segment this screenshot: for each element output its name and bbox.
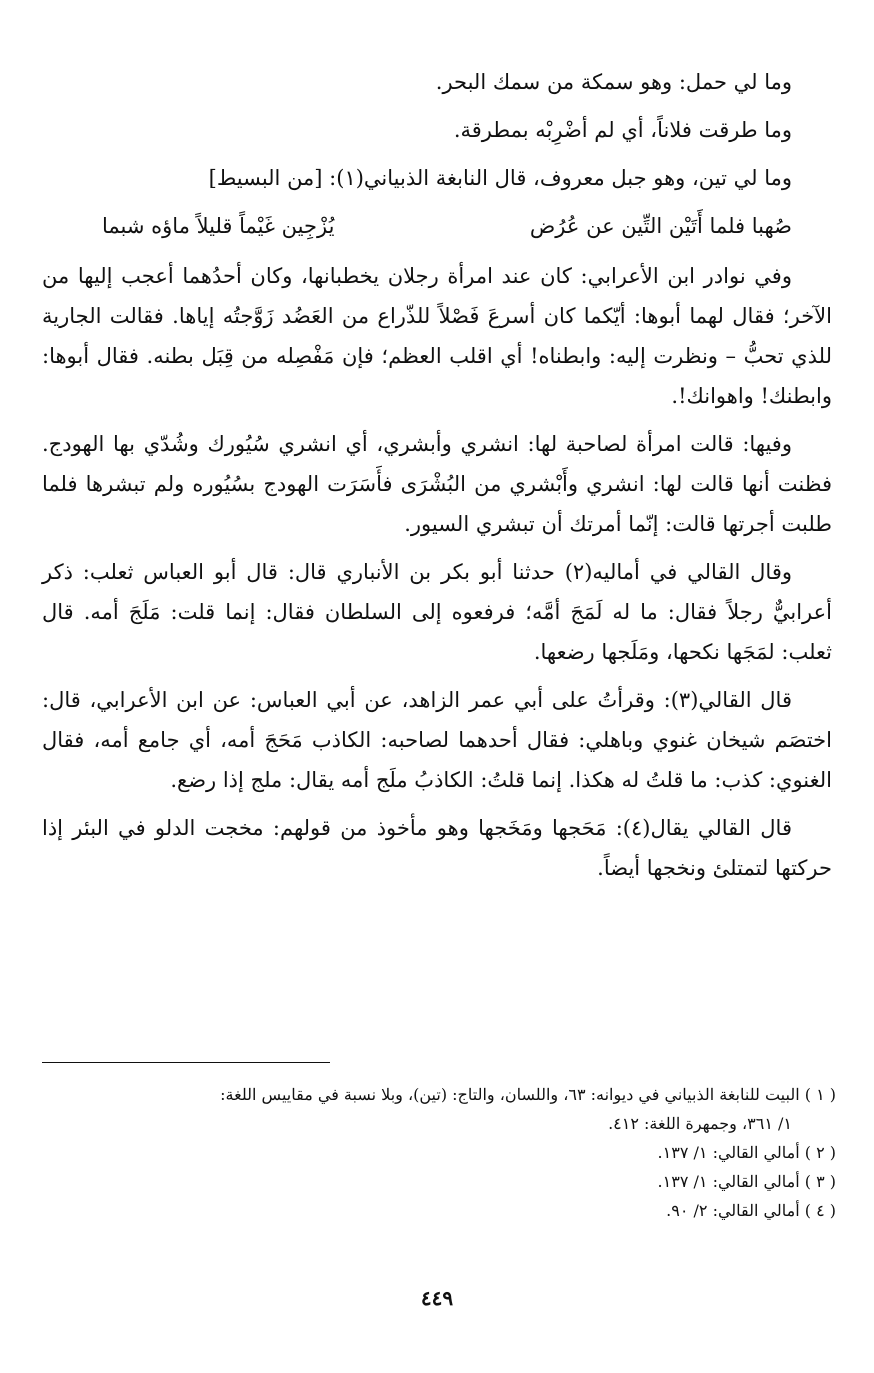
footnote-divider xyxy=(42,1062,330,1063)
footnote-2 xyxy=(40,1138,836,1167)
footnote-1-continuation: ١/ ٣٦١، وجمهرة اللغة: ٤١٢. xyxy=(608,1114,792,1133)
footnote-number: ( ١ ) xyxy=(804,1085,836,1104)
footnote-4 xyxy=(40,1196,836,1225)
paragraph-qali-amali: وقال القالي في أماليه(٢) حدثنا أبو بكر بن الأنباري قال: قال أبو العباس ثعلب: ذكر أعرابيٌّ رجلاً فقال: ما له لَمَجَ أمَّه؛ فرفعوه إلى السلطان فقال: إنما قلت: مَلَجَ أمه. قال ثعلب: لمَجَها نكحها، ومَلَجها رضعها. xyxy=(42,560,832,664)
poem-second-hemistich: يُزْجِين غَيْماً قليلاً ماؤه شبما xyxy=(102,214,335,238)
paragraph-qali-yuqal: قال القالي يقال(٤): مَحَجها ومَخَجها وهو مأخوذ من قولهم: مخجت الدلو في البئر إذا حركتها لتمتلئ ونخجها أيضاً. xyxy=(42,816,832,880)
main-text xyxy=(42,62,832,896)
footnote-number: ( ٢ ) xyxy=(804,1143,836,1162)
footnotes xyxy=(40,1080,836,1225)
page-number: ٤٤٩ xyxy=(420,1286,454,1310)
line-taraqt: وما طرقت فلاناً، أي لم أضْرِبْه بمطرقة. xyxy=(453,118,792,142)
paragraph-fiha: وفيها: قالت امرأة لصاحبة لها: انشري وأبشري، أي انشري سُيُورك وشُدّي بها الهودج. فظنت أنها قالت لها: انشري وأَبْشري من البُشْرَى فأَسَرَت الهودج بسُيُوره ولم تبشرها فلما طلبت أجرتها قالت: إنّما أمرتك أن تبشري السيور. xyxy=(42,432,832,536)
footnote-number: ( ٤ ) xyxy=(804,1201,836,1220)
footnote-text: أمالي القالي: ٢/ ٩٠. xyxy=(666,1201,800,1220)
footnote-1 xyxy=(40,1080,836,1109)
line-haml: وما لي حمل: وهو سمكة من سمك البحر. xyxy=(435,70,792,94)
footnote-text: أمالي القالي: ١/ ١٣٧. xyxy=(657,1172,800,1191)
paragraph-nawadir: وفي نوادر ابن الأعرابي: كان عند امرأة رجلان يخطبانها، وكان أحدُهما أعجب إليها من الآخر؛ فقال لهما أبوها: أيّكما كان أسرعَ فَصْلاً للذّراع من العَضُد زَوَّجتُه إياها. فقالت الجارية للذي تحبُّ – ونظرت إليه: وابطناه! أي اقلب العظم؛ فإن مَفْصِله من قِبَل بطنه. فقال أبوها: وابطنك! واهوانك!. xyxy=(42,264,832,408)
footnote-number: ( ٣ ) xyxy=(804,1172,836,1191)
footnote-3 xyxy=(40,1167,836,1196)
paragraph-qali-zahid: قال القالي(٣): وقرأتُ على أبي عمر الزاهد، عن أبي العباس: عن ابن الأعرابي، قال: اختصَم شيخان غنوي وباهلي: فقال أحدهما لصاحبه: الكاذب مَحَجَ أمه، أي جامع أمه، فقال الغنوي: كذب: ما قلتُ له هكذا. إنما قلتُ: الكاذبُ ملَج أمه يقال: ملج إذا رضع. xyxy=(42,688,832,792)
line-tin: وما لي تين، وهو جبل معروف، قال النابغة الذبياني(١): [من البسيط] xyxy=(208,166,792,190)
poem-first-hemistich: صُهبا فلما أَتَيْن التِّين عن عُرُض xyxy=(529,214,792,238)
poem-verse xyxy=(42,206,832,246)
footnote-text: أمالي القالي: ١/ ١٣٧. xyxy=(657,1143,800,1162)
footnote-text: البيت للنابغة الذبياني في ديوانه: ٦٣، واللسان، والتاج: (تين)، وبلا نسبة في مقاييس اللغة: xyxy=(220,1085,800,1104)
